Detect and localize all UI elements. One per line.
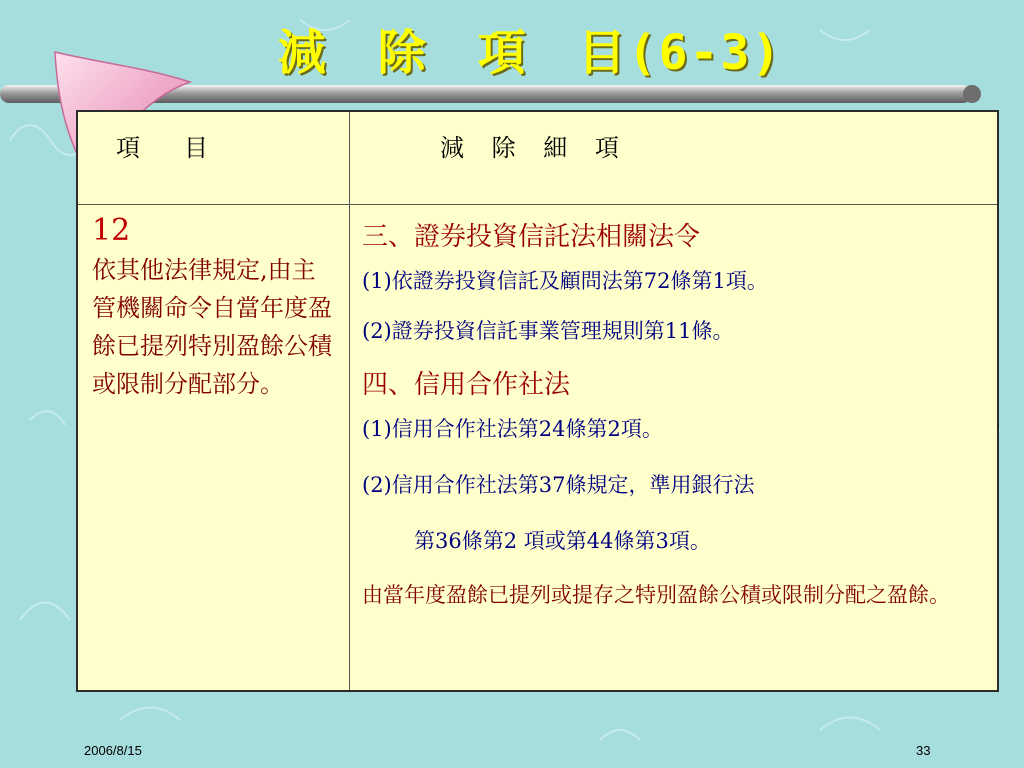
item-number: 12 — [92, 213, 131, 248]
deduction-table — [76, 110, 999, 692]
slide-title: 減 除 項 目(6-3) — [277, 25, 783, 81]
header-item: 項 目 — [77, 111, 350, 205]
detail-line: (2)證券投資信託事業管理規則第11條。 — [362, 319, 734, 343]
table-header-row — [77, 111, 998, 205]
section-heading-securities: 三、證券投資信託法相關法令 — [362, 222, 701, 252]
item-description: 依其他法律規定,由主管機關命令自當年度盈餘已提列特別盈餘公積或限制分配部分。 — [92, 256, 332, 398]
item-cell — [77, 205, 350, 692]
detail-line: (2)信用合作社法第37條規定，準用銀行法 — [362, 473, 755, 497]
footer-date: 2006/8/15 — [84, 743, 142, 758]
detail-line: (1)依證券投資信託及顧問法第72條第1項。 — [362, 269, 768, 293]
summary-text: 由當年度盈餘已提列或提存之特別盈餘公積或限制分配之盈餘。 — [362, 583, 950, 607]
detail-line: (1)信用合作社法第24條第2項。 — [362, 417, 663, 441]
details-cell — [350, 205, 999, 692]
detail-line: 第36條第2 項或第44條第3項。 — [414, 529, 711, 553]
table-row — [77, 205, 998, 692]
header-details: 減 除 細 項 — [350, 111, 999, 205]
section-heading-credit-coop: 四、信用合作社法 — [362, 370, 571, 400]
page-number: 33 — [916, 743, 931, 758]
